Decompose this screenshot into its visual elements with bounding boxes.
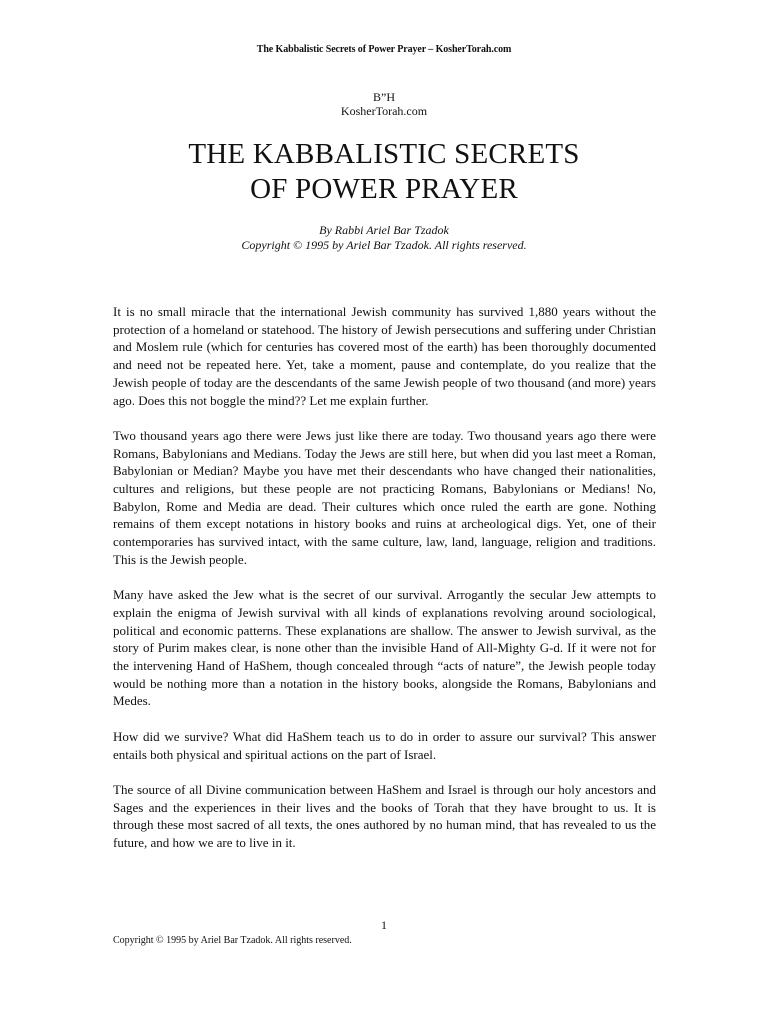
- paragraph: Two thousand years ago there were Jews just like there are today. Two thousand years ago there were Romans, Babylonians and Medians. Today the Jews are still here, but when did you last meet a Roman, Babylonian or Median? Maybe you have met their descendants who have changed their nationalities, cultures and religions, but these people are not practicing Romans, Babylonians or Medians! No, Babylon, Rome and Media are dead. Their cultures which once ruled the earth are gone. Nothing remains of them except notations in history books and ruins at archeological digs. Yet, one of their contemporaries has survived intact, with the same culture, law, land, language, religion and traditions. This is the Jewish people.: [113, 427, 656, 567]
- author-byline: By Rabbi Ariel Bar Tzadok: [319, 223, 449, 237]
- bh-notation: B”H: [373, 90, 395, 104]
- body-text: [113, 303, 656, 869]
- paragraph: The source of all Divine communication between HaShem and Israel is through our holy ancestors and Sages and the experiences in their lives and the books of Torah that they have brought to us. It is through these most sacred of all texts, the ones authored by no human mind, that has revealed to us the future, and how we are to live in it.: [113, 781, 656, 851]
- title-line-2: OF POWER PRAYER: [250, 173, 518, 205]
- paragraph: It is no small miracle that the international Jewish community has survived 1,880 years without the protection of a homeland or statehood. The history of Jewish persecutions and suffering under Christian and Moslem rule (which for centuries has covered most of the earth) has been thoroughly documented and need not be repeated here. Yet, take a moment, pause and contemplate, do you realize that the Jewish people of today are the descendants of the same Jewish people of two thousand (and more) years ago. Does this not boggle the mind?? Let me explain further.: [113, 304, 656, 408]
- running-header: The Kabbalistic Secrets of Power Prayer – KosherTorah.com: [256, 44, 512, 55]
- page-number: 1: [381, 918, 387, 932]
- paragraph: Many have asked the Jew what is the secret of our survival. Arrogantly the secular Jew attempts to explain the enigma of Jewish survival with all kinds of explanations revolving around sociological, political and economic patterns. These explanations are shallow. The answer to Jewish survival, as the story of Purim makes clear, is none other than the invisible Hand of All-Mighty G-d. If it were not for the intervening Hand of HaShem, though concealed through “acts of nature”, the Jewish people today would be nothing more than a notation in the history books, alongside the Romans, Babylonians and Medes.: [113, 587, 656, 709]
- title-line-1: THE KABBALISTIC SECRETS: [188, 138, 580, 170]
- copyright-notice: Copyright © 1995 by Ariel Bar Tzadok. All rights reserved.: [241, 238, 527, 252]
- footer-copyright: Copyright © 1995 by Ariel Bar Tzadok. All rights reserved.: [113, 935, 352, 946]
- paragraph: How did we survive? What did HaShem teach us to do in order to assure our survival? This answer entails both physical and spiritual actions on the part of Israel.: [113, 728, 656, 762]
- site-name: KosherTorah.com: [340, 104, 428, 118]
